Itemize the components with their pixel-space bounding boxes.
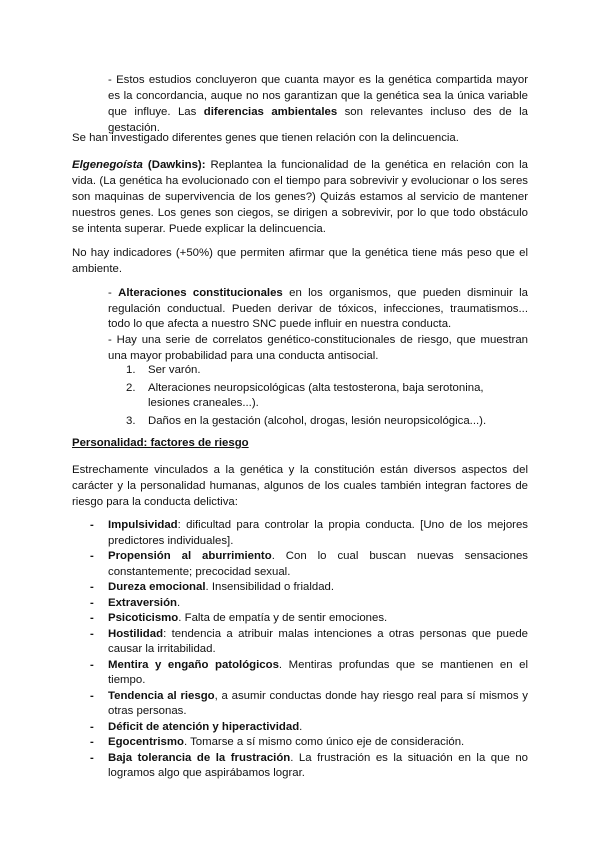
selfish-gene-text: Replantea la funcionalidad de la genética en relación con la vida. (La genética ha evolucionado con el tiempo para sobrevivir y evolucionar o los seres son maquinas de supervivencia de los genes?) Quizás estamos al servicio de mantener nuestros genes. Los genes son ciegos, se dirigen a sobrevivir, por lo que todo obstáculo se intenta superar. Puede explicar la delincuencia. [72, 159, 528, 235]
constitutional-bold: Alteraciones constitucionales [118, 287, 283, 299]
environment-differences-bold: diferencias ambientales [203, 106, 338, 118]
risk-correlates-list [126, 363, 528, 429]
list-item: - Dureza emocional. Insensibilidad o frialdad. [90, 581, 335, 593]
list-item: - Tendencia al riesgo, a asumir conductas donde hay riesgo real para sí mismos y otras personas. [90, 689, 528, 717]
list-item: 1. Ser varón. [126, 364, 201, 376]
constitutional-text: en los organismos, que pueden disminuir la regulación conductual. Pueden derivar de tóxicos, infecciones, traumatismos... todo lo que afecta a nuestro SNC puede influir en nuestra conducta. [108, 287, 528, 330]
list-item: - Hostilidad: tendencia a atribuir malas intenciones a otras personas que puede causar la irritabilidad. [90, 627, 528, 655]
selfish-gene-paragraph [72, 157, 528, 237]
correlates-paragraph: - Hay una serie de correlatos genético-constitucionales de riesgo, que muestran una mayor probabilidad para una conducta antisocial. [108, 334, 528, 362]
risk-factors-list [90, 518, 528, 782]
studies-tail: son relevantes incluso des de la gestación. [108, 106, 529, 134]
list-item: - Baja tolerancia de la frustración. La frustración es la situación en la que no logramos algo que aspirábamos lograr. [90, 751, 528, 779]
studies-paragraph [108, 72, 528, 136]
list-item: - Extraversión. [90, 596, 181, 609]
selfish-gene-term: Elgenegoísta [72, 159, 143, 171]
list-item: - Impulsividad: dificultad para controlar la propia conducta. [Uno de los mejores predictores individuales]. [90, 519, 528, 547]
constitutional-dash: - [108, 287, 119, 299]
indicators-paragraph: No hay indicadores (+50%) que permiten afirmar que la genética tiene más peso que el ambiente. [72, 247, 528, 275]
list-item: - Psicoticismo. Falta de empatía y de sentir emociones. [90, 612, 388, 624]
selfish-gene-author: (Dawkins): [142, 159, 206, 171]
studies-text: - Estos estudios concluyeron que cuanta mayor es la genética compartida mayor es la concordancia, auque no nos garantizan que la genética sea la única variable que influye. Las [108, 74, 528, 118]
section-heading: Personalidad: factores de riesgo [72, 437, 249, 449]
list-item: - Propensión al aburrimiento. Con lo cual buscan nuevas sensaciones constantemente; precocidad sexual. [90, 550, 529, 578]
list-item: - Mentira y engaño patológicos. Mentiras profundas que se mantienen en el tiempo. [90, 658, 528, 686]
personality-intro: Estrechamente vinculados a la genética y la constitución están diversos aspectos del carácter y la personalidad humanas, algunos de los cuales también integran factores de riesgo para la conducta delictiva: [72, 464, 528, 508]
constitutional-paragraph [108, 286, 528, 333]
list-item: 3. Daños en la gestación (alcohol, drogas, lesión neuropsicológica...). [126, 415, 487, 427]
list-item: - Déficit de atención y hiperactividad. [90, 720, 303, 733]
list-item: 2. Alteraciones neuropsicológicas (alta testosterona, baja serotonina, lesiones craneales...). [126, 382, 484, 409]
genes-paragraph: Se han investigado diferentes genes que tienen relación con la delincuencia. [72, 132, 459, 144]
list-item: - Egocentrismo. Tomarse a sí mismo como único eje de consideración. [90, 736, 465, 748]
